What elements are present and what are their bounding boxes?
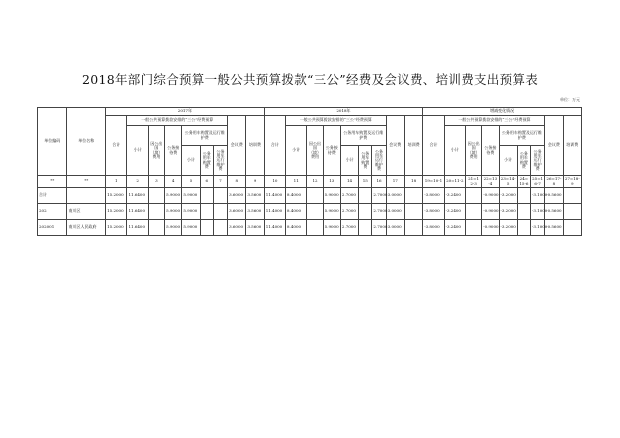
- value-cell: 5.9000: [182, 188, 200, 204]
- header-vehicle-group: 公务用车购置及运行维护费: [182, 126, 228, 146]
- value-cell: 3.0000: [386, 220, 404, 236]
- column-index-cell: 26=17-8: [546, 176, 562, 186]
- header-vehicle-group: 公务用车购置及运行维护费: [340, 126, 386, 146]
- value-cell: 5.9000: [165, 220, 182, 236]
- value-cell: 11.6400: [127, 220, 148, 236]
- column-index-cell: **: [67, 176, 106, 188]
- value-cell: 2.7000: [372, 204, 386, 220]
- value-cell: [359, 204, 372, 220]
- value-cell: -0.9000: [482, 188, 499, 204]
- column-index-cell: 10: [264, 176, 285, 188]
- value-cell: -3.1000: [531, 188, 545, 204]
- unit-code-cell: 合计: [38, 188, 67, 204]
- value-cell: 3.6000: [228, 188, 246, 204]
- column-index-cell: 25=16-7: [532, 176, 544, 186]
- value-cell: -3.8000: [423, 204, 444, 220]
- header-total: 合计: [264, 116, 285, 176]
- header-abroad: 因公出国（境）费用: [148, 126, 164, 176]
- header-total: 合计: [423, 116, 444, 176]
- header-unit-code: 单位编码: [38, 108, 67, 176]
- value-cell: -3.2400: [444, 220, 465, 236]
- value-cell: 3.6000: [228, 204, 246, 220]
- value-cell: [517, 188, 530, 204]
- header-training: 培训费: [563, 116, 581, 176]
- header-meeting: 会议费: [228, 116, 246, 176]
- column-index-cell: 22=13-4: [483, 176, 498, 186]
- budget-table: [37, 107, 582, 236]
- value-cell: [200, 220, 213, 236]
- value-cell: 11.4000: [264, 220, 285, 236]
- value-cell: 2.7000: [340, 188, 358, 204]
- unit-name-cell: [67, 188, 106, 204]
- value-cell: [517, 204, 530, 220]
- column-index-cell: 13: [323, 176, 340, 188]
- unit-label: 单位：万元: [560, 97, 580, 102]
- column-index-cell: 5: [182, 176, 200, 188]
- value-cell: 5.9000: [165, 204, 182, 220]
- header-sangong-group: 一般公共预算拨款安排的“三公”经费预算: [127, 116, 228, 126]
- value-cell: 15.2000: [106, 188, 127, 204]
- value-cell: 5.9000: [182, 220, 200, 236]
- value-cell: [200, 204, 213, 220]
- value-cell: 3.0000: [386, 188, 404, 204]
- header-subtotal: 小计: [286, 126, 307, 176]
- value-cell: [465, 188, 481, 204]
- column-index-cell: 2: [127, 176, 148, 188]
- value-cell: 3.5600: [246, 188, 264, 204]
- column-index-cell: 27=18-9: [564, 176, 580, 186]
- column-index-row: [38, 176, 582, 188]
- header-row-group: [38, 116, 582, 126]
- column-index-cell: 19=10-1: [423, 176, 444, 188]
- value-cell: [213, 188, 227, 204]
- header-row-years: [38, 108, 582, 116]
- value-cell: -3.2400: [444, 188, 465, 204]
- value-cell: -3.1000: [531, 220, 545, 236]
- value-cell: -0.5600: [545, 220, 563, 236]
- header-year-2018: 2018年: [264, 108, 423, 116]
- column-index-cell: 15: [359, 176, 372, 188]
- header-reception: 公务接待费: [323, 126, 340, 176]
- value-cell: [359, 188, 372, 204]
- table-row: [38, 204, 582, 220]
- value-cell: 5.9000: [182, 204, 200, 220]
- header-training: 培训费: [246, 116, 264, 176]
- header-subtotal: 小计: [340, 146, 358, 176]
- value-cell: 3.0000: [386, 204, 404, 220]
- column-index-cell: 12: [307, 176, 323, 188]
- value-cell: -0.5600: [545, 204, 563, 220]
- value-cell: [148, 220, 164, 236]
- header-sangong-group: 一般公共预算拨款安排的“三公”经费预算: [444, 116, 545, 126]
- value-cell: 11.4000: [264, 188, 285, 204]
- value-cell: 8.4000: [286, 204, 307, 220]
- value-cell: 3.5600: [246, 220, 264, 236]
- column-index-cell: 23=14-5: [500, 176, 516, 186]
- value-cell: 2.7000: [340, 220, 358, 236]
- header-meeting: 会议费: [386, 116, 404, 176]
- header-vehicle-operation: 公务用车运行维护费: [213, 146, 227, 176]
- header-training: 培训费: [404, 116, 422, 176]
- column-index-cell: 18: [404, 176, 422, 188]
- column-index-cell: 14: [340, 176, 358, 188]
- value-cell: 8.4000: [286, 188, 307, 204]
- header-vehicle-purchase: 公务用车购置费: [359, 146, 372, 176]
- value-cell: -3.2000: [499, 188, 517, 204]
- column-index-cell: 3: [148, 176, 164, 188]
- value-cell: 8.4000: [286, 220, 307, 236]
- value-cell: -3.8000: [423, 220, 444, 236]
- unit-code-cell: 202001: [38, 220, 67, 236]
- value-cell: [563, 204, 581, 220]
- value-cell: [307, 204, 323, 220]
- value-cell: 11.6400: [127, 188, 148, 204]
- value-cell: [563, 220, 581, 236]
- header-vehicle-purchase: 公务用车购置费: [200, 146, 213, 176]
- value-cell: 15.2000: [106, 204, 127, 220]
- header-vehicle-group: 公务用车购置及运行维护费: [499, 126, 545, 146]
- value-cell: 5.9000: [323, 188, 340, 204]
- header-subtotal: 小计: [444, 126, 465, 176]
- value-cell: 11.6400: [127, 204, 148, 220]
- header-year-2017: 2017年: [106, 108, 265, 116]
- value-cell: [148, 188, 164, 204]
- column-index-cell: 8: [228, 176, 246, 188]
- value-cell: [148, 204, 164, 220]
- value-cell: [517, 220, 530, 236]
- table-title: 2018年部门综合预算一般公共预算拨款“三公”经费及会议费、培训费支出预算表: [82, 72, 538, 87]
- value-cell: 5.9000: [323, 220, 340, 236]
- column-index-cell: 17: [386, 176, 404, 188]
- value-cell: 2.7000: [340, 204, 358, 220]
- header-reception: 公务接待费: [165, 126, 182, 176]
- value-cell: 3.5600: [246, 204, 264, 220]
- value-cell: [359, 220, 372, 236]
- value-cell: [213, 204, 227, 220]
- value-cell: [404, 220, 422, 236]
- column-index-cell: 24=15-6: [517, 176, 530, 188]
- value-cell: 15.2000: [106, 220, 127, 236]
- table-body: [38, 188, 582, 236]
- header-subtotal: 小计: [127, 126, 148, 176]
- header-unit-name: 单位名称: [67, 108, 106, 176]
- header-vehicle-purchase: 公务用车购置费: [517, 146, 530, 176]
- value-cell: 5.9000: [323, 204, 340, 220]
- value-cell: [404, 204, 422, 220]
- unit-name-cell: 南川区: [67, 204, 106, 220]
- column-index-cell: 21=12-3: [465, 176, 481, 188]
- value-cell: [465, 204, 481, 220]
- value-cell: -0.9000: [482, 220, 499, 236]
- value-cell: 2.7000: [372, 220, 386, 236]
- value-cell: [213, 220, 227, 236]
- value-cell: [465, 220, 481, 236]
- column-index-cell: 16: [372, 176, 386, 188]
- value-cell: 2.7000: [372, 188, 386, 204]
- value-cell: 11.4000: [264, 204, 285, 220]
- header-change: 增减变化情况: [423, 108, 582, 116]
- value-cell: 5.9000: [165, 188, 182, 204]
- column-index-cell: 1: [106, 176, 127, 188]
- value-cell: -3.8000: [423, 188, 444, 204]
- column-index-cell: 6: [200, 176, 213, 188]
- header-reception: 公务接待费: [482, 126, 499, 176]
- value-cell: -0.5600: [545, 188, 563, 204]
- header-meeting: 会议费: [545, 116, 563, 176]
- table-row: [38, 220, 582, 236]
- value-cell: -3.1000: [531, 204, 545, 220]
- header-abroad: 因公出国（境）费用: [465, 126, 481, 176]
- value-cell: [307, 220, 323, 236]
- header-vehicle-operation: 公务用车运行维护费: [372, 146, 386, 176]
- value-cell: [200, 188, 213, 204]
- header-subtotal: 小计: [499, 146, 517, 176]
- value-cell: 3.6000: [228, 220, 246, 236]
- column-index-cell: 7: [213, 176, 227, 188]
- unit-name-cell: 南川区人民政府: [67, 220, 106, 236]
- column-index-cell: **: [38, 176, 67, 188]
- table-row: [38, 188, 582, 204]
- column-index-cell: 20=11-2: [444, 176, 465, 188]
- column-index-cell: 4: [165, 176, 182, 188]
- header-abroad: 因公出国（境）费用: [307, 126, 323, 176]
- header-subtotal: 小计: [182, 146, 200, 176]
- value-cell: [307, 188, 323, 204]
- value-cell: -3.2000: [499, 204, 517, 220]
- value-cell: [404, 188, 422, 204]
- value-cell: -3.2400: [444, 204, 465, 220]
- unit-code-cell: 202: [38, 204, 67, 220]
- header-vehicle-operation: 公务用车运行维护费: [531, 146, 545, 176]
- value-cell: -3.2000: [499, 220, 517, 236]
- column-index-cell: 9: [246, 176, 264, 188]
- header-total: 合计: [106, 116, 127, 176]
- value-cell: [563, 188, 581, 204]
- header-sangong-group: 一般公共预算拨款安排的“三公”经费预算: [286, 116, 387, 126]
- column-index-cell: 11: [286, 176, 307, 188]
- value-cell: -0.9000: [482, 204, 499, 220]
